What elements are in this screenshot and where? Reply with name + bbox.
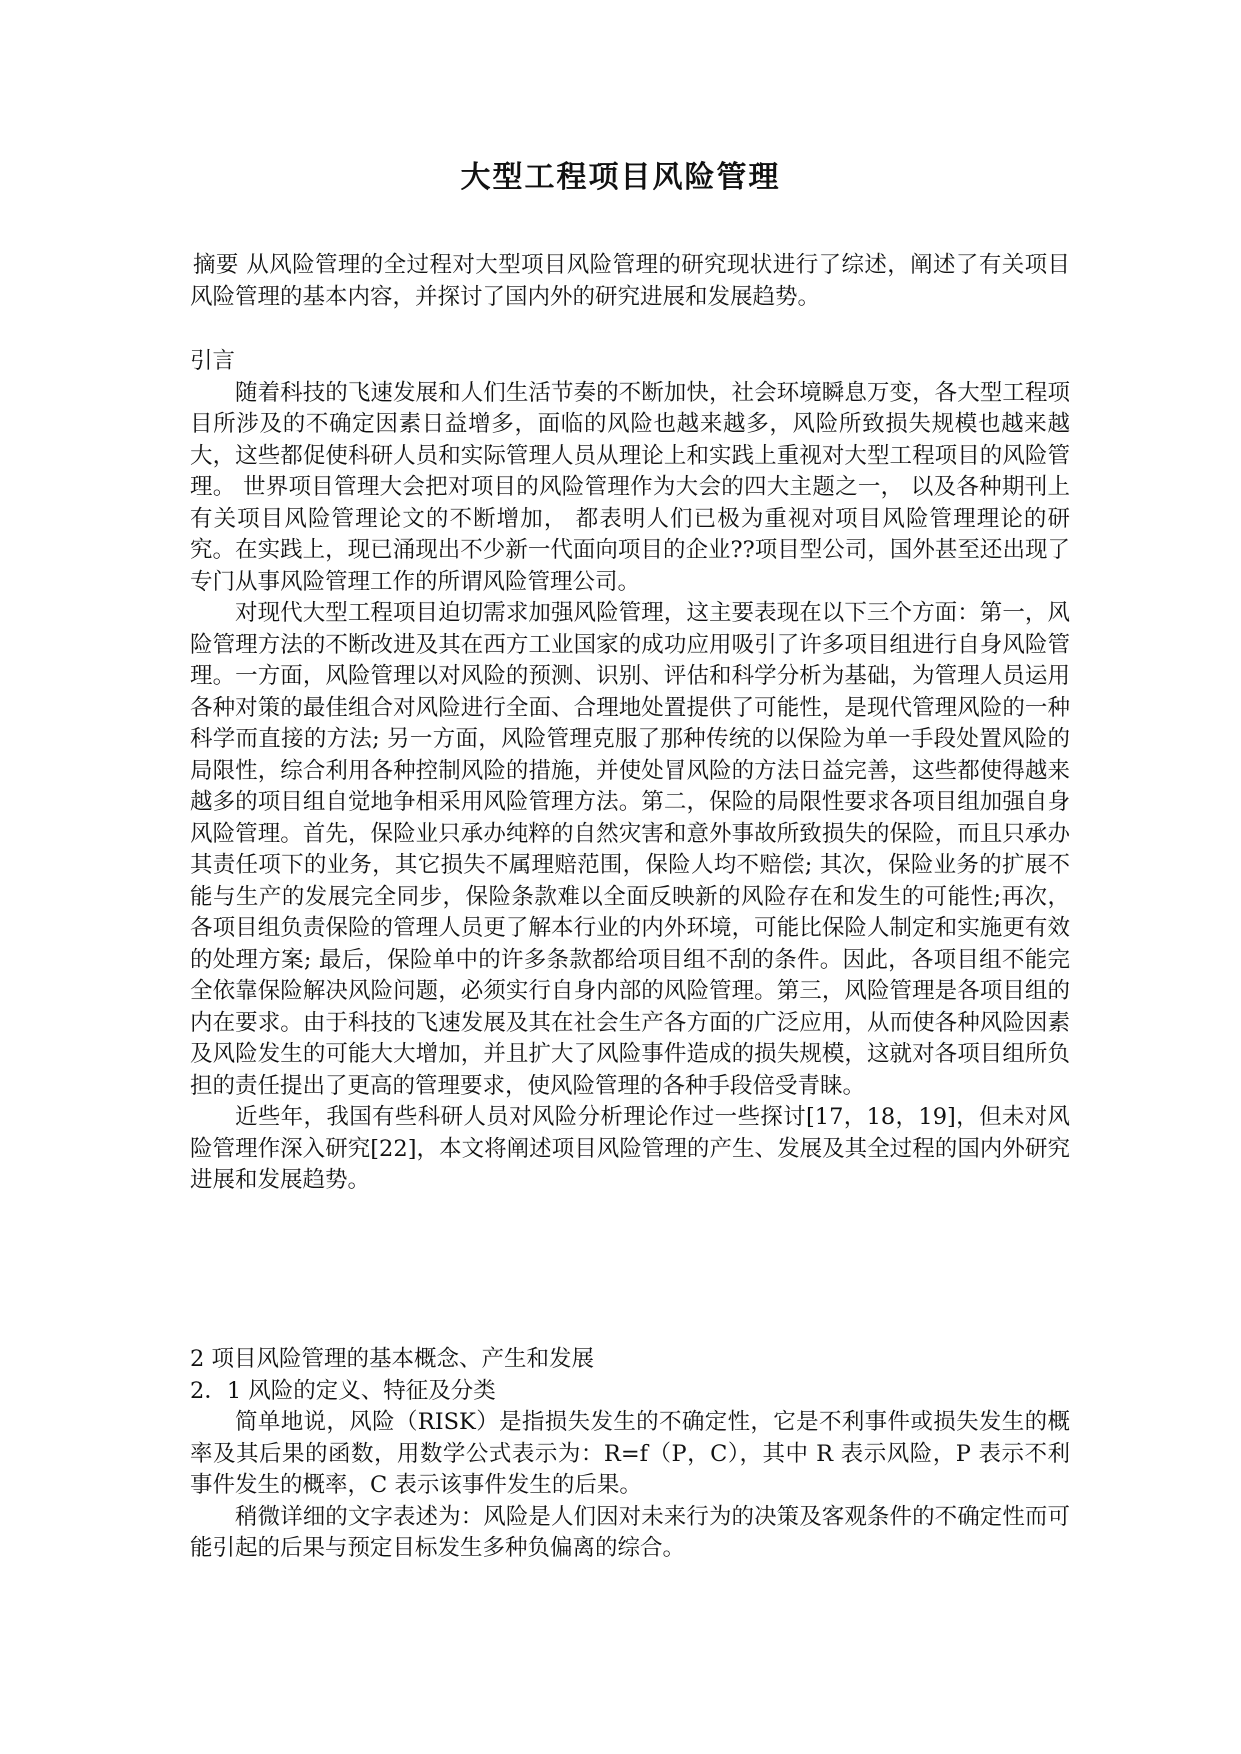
abstract-section — [190, 250, 1070, 313]
intro-paragraph: 近些年，我国有些科研人员对风险分析理论作过一些探讨[17，18，19]，但未对风险管理作深入研究[22]，本文将阐述项目风险管理的产生、发展及其全过程的国内外研究进展和发展趋势。 — [190, 1104, 1070, 1193]
section-2 — [190, 1344, 1070, 1565]
section-heading: 2 项目风险管理的基本概念、产生和发展 — [190, 1346, 594, 1372]
subsection-heading: 2．1 风险的定义、特征及分类 — [190, 1377, 496, 1404]
document-title: 大型工程项目风险管理 — [460, 160, 781, 195]
intro-section — [190, 346, 1070, 1197]
intro-heading: 引言 — [190, 348, 236, 374]
intro-paragraph: 对现代大型工程项目迫切需求加强风险管理，这主要表现在以下三个方面：第一，风险管理方法的不断改进及其在西方工业国家的成功应用吸引了许多项目组进行自身风险管理。一方面，风险管理以对风险的预测、识别、评估和科学分析为基础，为管理人员运用各种对策的最佳组合对风险进行全面、合理地处置提供了可能性，是现代管理风险的一种科学而直接的方法; 另一方面，风险管理克服了那种传统的以保险为单一手段处置风险的局限性，综合利用各种控制风险的措施，并使处冒风险的方法日益完善，这些都使得越来越多的项目组自觉地争相采用风险管理方法。第二，保险的局限性要求各项目组加强自身风险管理。首先，保险业只承办纯粹的自然灾害和意外事故所致损失的保险，而且只承办其责任项下的业务，其它损失不属理赔范围，保险人均不赔偿; 其次，保险业务的扩展不能与生产的发展完全同步，保险条款难以全面反映新的风险存在和发生的可能性;再次，各项目组负责保险的管理人员更了解本行业的内外环境，可能比保险人制定和实施更有效的处理方案; 最后，保险单中的许多条款都给项目组不刮的条件。因此，各项目组不能完全依靠保险解决风险问题，必须实行自身内部的风险管理。第三，风险管理是各项目组的内在要求。由于科技的飞速发展及其在社会生产各方面的广泛应用，从而使各种风险因素及风险发生的可能大大增加，并且扩大了风险事件造成的损失规模，这就对各项目组所负担的责任提出了更高的管理要求，使风险管理的各种手段倍受青睐。 — [190, 600, 1070, 1099]
abstract-text: 摘要 从风险管理的全过程对大型项目风险管理的研究现状进行了综述，阐述了有关项目风险管理的基本内容，并探讨了国内外的研究进展和发展趋势。 — [190, 252, 1070, 310]
section-paragraph: 简单地说，风险（RISK）是指损失发生的不确定性，它是不利事件或损失发生的概率及其后果的函数，用数学公式表示为：R=f（P，C），其中 R 表示风险，P 表示不利事件发生的概率，C 表示该事件发生的后果。 — [190, 1409, 1070, 1498]
section-paragraph: 稍微详细的文字表述为：风险是人们因对未来行为的决策及客观条件的不确定性而可能引起的后果与预定目标发生多种负偏离的综合。 — [190, 1503, 1070, 1561]
intro-paragraph: 随着科技的飞速发展和人们生活节奏的不断加快，社会环境瞬息万变，各大型工程项目所涉及的不确定因素日益增多，面临的风险也越来越多，风险所致损失规模也越来越大，这些都促使科研人员和实际管理人员从理论上和实践上重视对大型工程项目的风险管理。 世界项目管理大会把对项目的风险管理作为大会的四大主题之一， 以及各种期刊上有关项目风险管理论文的不断增加， 都表明人们已极为重视对项目风险管理理论的研究。在实践上，现已涌现出不少新一代面向项目的企业??项目型公司，国外甚至还出现了专门从事风险管理工作的所谓风险管理公司。 — [190, 379, 1070, 595]
